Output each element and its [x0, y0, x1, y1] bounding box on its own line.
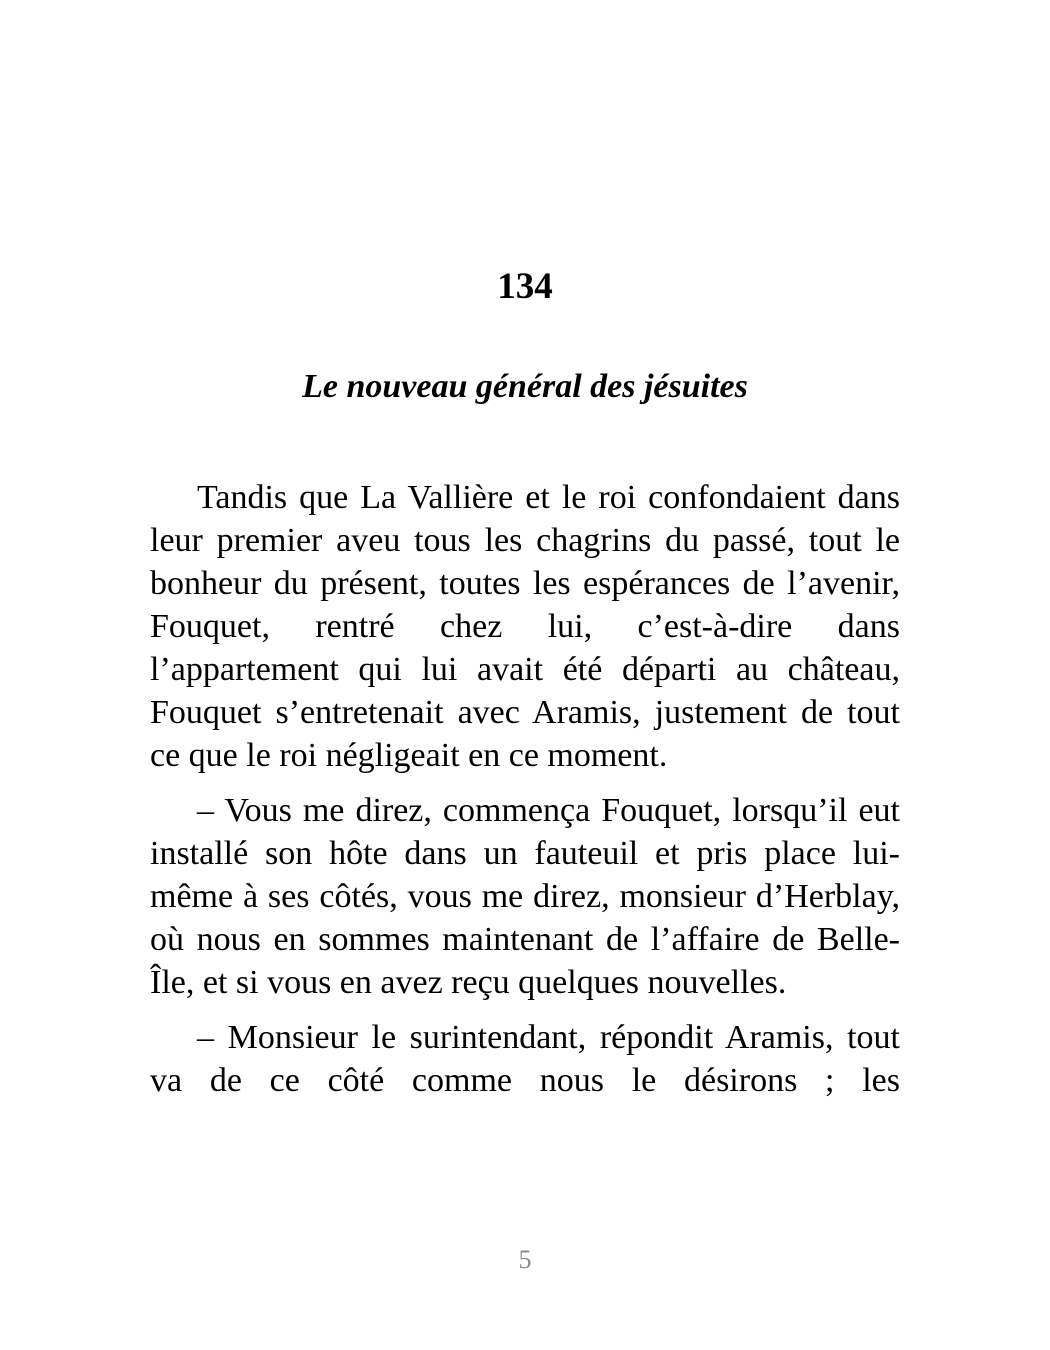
chapter-title: Le nouveau général des jésuites [302, 368, 748, 405]
paragraph: – Monsieur le surintendant, répondit Aramis, tout va de ce côté comme nous le désirons ; les [150, 1019, 900, 1099]
paragraph: – Vous me direz, commença Fouquet, lorsqu’il eut installé son hôte dans un fauteuil et pris place lui-même à ses côtés, vous me direz, monsieur d’Herblay, où nous en sommes maintenant de l’affaire de Belle-Île, et si vous en avez reçu quelques nouvelles. [150, 792, 900, 1001]
chapter-number: 134 [497, 266, 553, 307]
paragraph: Tandis que La Vallière et le roi confondaient dans leur premier aveu tous les chagrins du passé, tout le bonheur du présent, toutes les espérances de l’avenir, Fouquet, rentré chez lui, c’est-à-dire dans l’appartement qui lui avait été départi au château, Fouquet s’entretenait avec Aramis, justement de tout ce que le roi négligeait en ce moment. [150, 479, 900, 774]
chapter-body [150, 476, 900, 1114]
page-number: 5 [518, 1245, 532, 1274]
